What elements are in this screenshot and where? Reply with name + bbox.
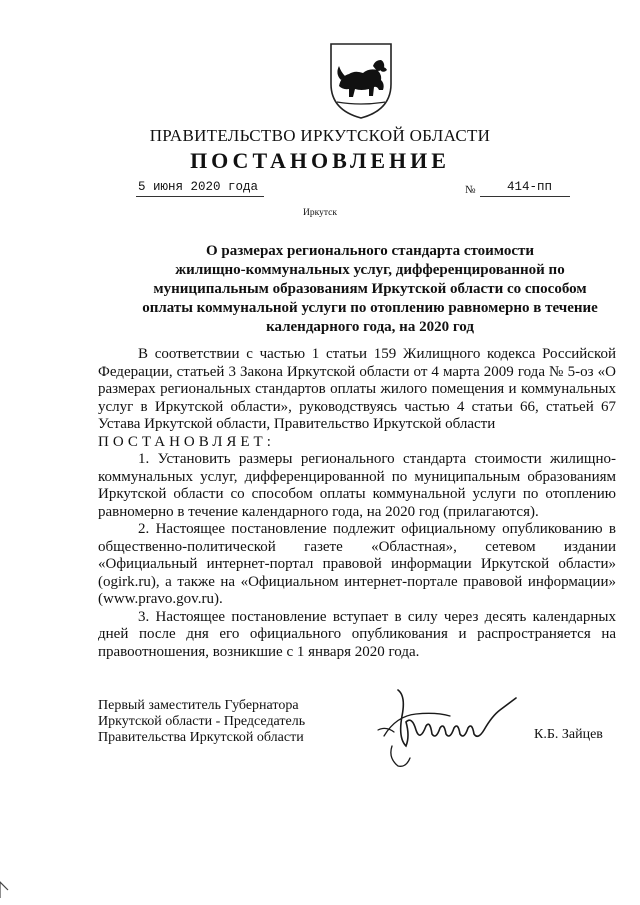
document-title [120,242,620,337]
document-date: 5 июня 2020 года [138,180,259,194]
title-line: муниципальным образованиям Иркутской области со способом [153,281,587,297]
signer-position [98,698,305,746]
title-line: оплаты коммунальной услуги по отоплению равномерно в течение [142,300,598,316]
preamble-paragraph: В соответствии с частью 1 статьи 159 Жилищного кодекса Российской Федерации, статьей 3 Закона Иркутской области от 4 марта 2009 года № 5-оз «О размерах региональных стандартов оплаты жилого помещения и коммунальных услуг в Иркутской области», руководствуясь частью 4 статьи 66, статьей 67 Устава Иркутской области, Правительство Иркутской области [98,346,616,432]
signer-name: К.Б. Зайцев [534,727,603,742]
document-type: ПОСТАНОВЛЕНИЕ [190,148,450,173]
item-paragraph: 2. Настоящее постановление подлежит официальному опубликованию в общественно-политической газете «Областная», сетевом издании «Официальный интернет-портал правовой информации Иркутской области» (ogirk.ru), а также на «Официальном интернет-портале правовой информации» (www.pravo.gov.ru). [98,521,616,607]
item-paragraph: 3. Настоящее постановление вступает в силу через десять календарных дней после дня его официального опубликования и распространяется на правоотношения, возникшие с 1 января 2020 года. [98,608,616,660]
signer-position-line: Правительства Иркутской области [98,730,304,745]
government-name: ПРАВИТЕЛЬСТВО ИРКУТСКОЙ ОБЛАСТИ [149,126,491,145]
date-underline [136,196,264,197]
page-corner-mark [0,876,22,898]
title-line: жилищно-коммунальных услуг, дифференцированной по [175,262,565,278]
number-label: № [465,184,476,196]
title-line: календарного года, на 2020 год [266,319,474,335]
signer-position-line: Иркутской области - Председатель [98,714,306,729]
resolves-heading: ПОСТАНОВЛЯЕТ: [98,433,275,450]
number-underline [480,196,570,197]
handwritten-signature [376,686,526,770]
document-body [98,346,616,661]
item-paragraph: 1. Установить размеры регионального стандарта стоимости жилищно-коммунальных услуг, дифференцированной по муниципальным образованиям Иркутской области со способом оплаты коммунальной услуги по отоплению равномерно в течение календарного года, на 2020 год (прилагаются). [98,451,616,520]
coat-of-arms-icon [327,40,395,122]
signer-position-line: Первый заместитель Губернатора [98,698,299,713]
city: Иркутск [303,208,337,218]
title-line: О размерах регионального стандарта стоимости [206,243,534,259]
document-number: 414-пп [507,180,553,194]
